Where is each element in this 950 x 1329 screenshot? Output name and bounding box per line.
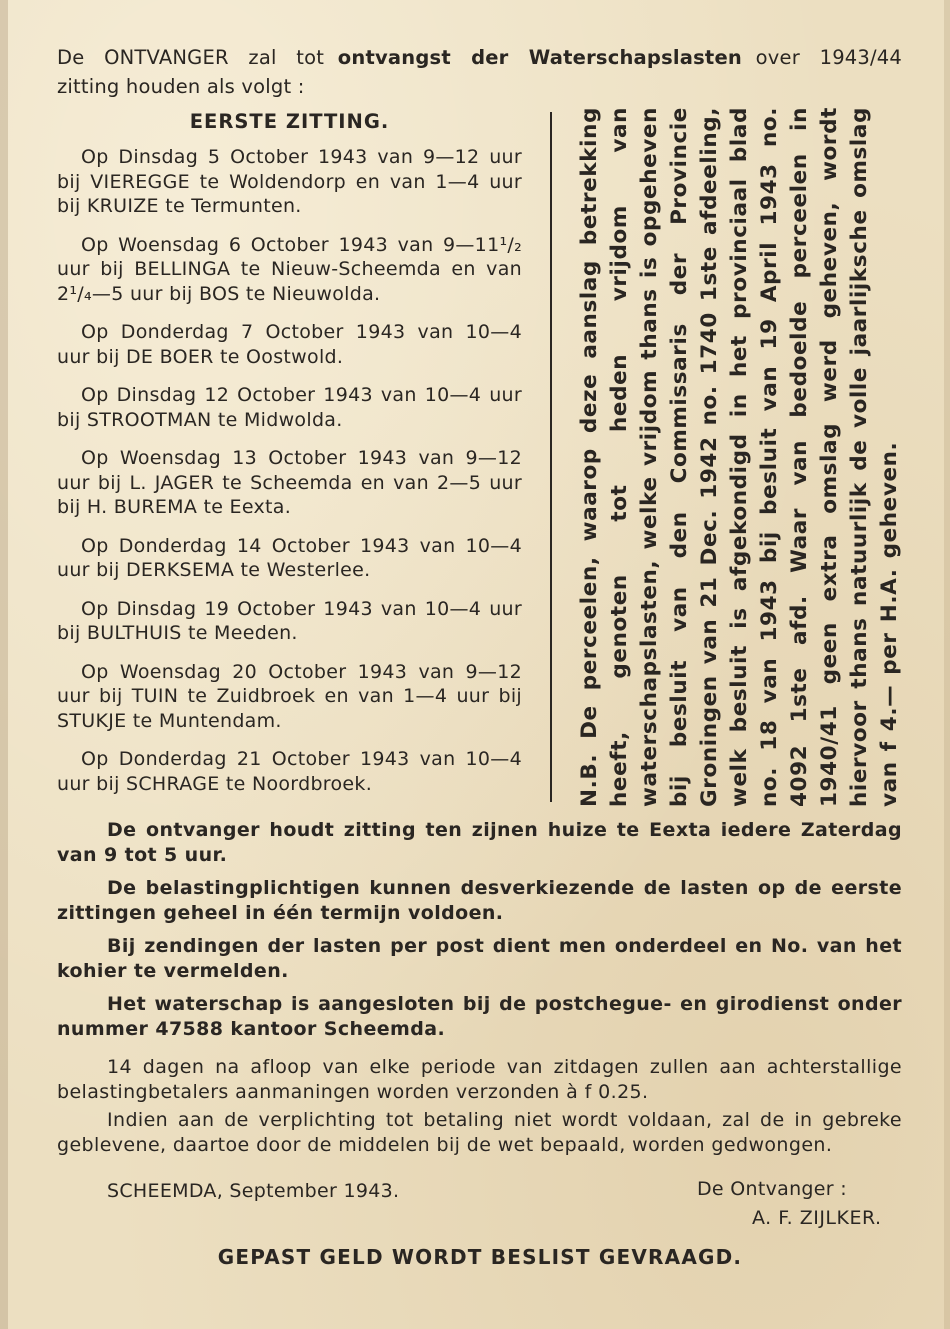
bottom-notice-1 — [57, 818, 902, 868]
first-session-title: EERSTE ZITTING. — [189, 110, 390, 133]
notice-paragraph: Indien aan de verplichting tot betaling niet wordt voldaan, zal de in gebreke geblevene, daartoe door de middelen bij de wet bepaald, worden gedwongen. — [57, 1109, 902, 1156]
notice-paragraph: Het waterschap is aangesloten bij de postchegue- en girodienst onder nummer 47588 kantoor Scheemda. — [57, 993, 902, 1040]
paper-edge-right — [944, 0, 950, 1329]
nb-note: N.B. De perceelen, waarop deze aanslag betrekking heeft, genoten tot heden vrijdom van waterschapslasten, welke vrijdom thans is opgeheven bij besluit van den Commissaris der Provincie Groningen van 21 Dec. 1942 no. 1740 1ste afdeeling, welk besluit is afgekondigd in het provinciaal blad no. 18 van 1943 bij besluit van 19 April 1943 no. 4092 1ste afd. Waar van bedoelde perceelen in 1940/41 geen extra omslag werd geheven, wordt hiervoor thans natuurlijk de volle jaarlijksche omslag van f 4.— per H.A. geheven. — [577, 107, 902, 807]
session-entry: Op Donderdag 14 October 1943 van 10—4 uur bij DERKSEMA te Westerlee. — [57, 534, 522, 581]
session-entry: Op Donderdag 21 October 1943 van 10—4 uur bij SCHRAGE te Noordbroek. — [57, 748, 522, 795]
intro-line-2: zitting houden als volgt : — [57, 75, 305, 98]
intro-part-b: ontvangst der Waterschapslasten — [337, 46, 742, 69]
session-entry: Op Woensdag 20 October 1943 van 9—12 uur bij TUIN te Zuidbroek en van 1—4 uur bij STUKJE te Muntendam. — [57, 660, 522, 732]
footer-notice: GEPAST GELD WORDT BESLIST GEVRAAGD. — [217, 1245, 743, 1269]
session-entry: Op Woensdag 13 October 1943 van 9—12 uur bij L. JAGER te Scheemda en van 2—5 uur bij H. BUREMA te Eexta. — [57, 447, 522, 518]
notice-paragraph: De belastingplichtigen kunnen desverkiezende de lasten op de eerste zittingen geheel in één termijn voldoen. — [57, 877, 902, 924]
notice-paragraph: 14 dagen na afloop van elke periode van zitdagen zullen aan achterstallige belastingbetalers aanmaningen worden verzonden à f 0.25. — [57, 1056, 902, 1103]
session-entry: Op Dinsdag 12 October 1943 van 10—4 uur bij STROOTMAN te Midwolda. — [57, 384, 522, 431]
session-entry: Op Dinsdag 5 October 1943 van 9—12 uur bij VIEREGGE te Woldendorp en van 1—4 uur bij KRUIZE te Termunten. — [57, 146, 522, 217]
session-entry: Op Woensdag 6 October 1943 van 9—11¹/₂ uur bij BELLINGA te Nieuw-Scheemda en van 2¹/₄—5 uur bij BOS te Nieuwolda. — [57, 233, 522, 305]
intro-part-a: De ONTVANGER zal tot — [57, 46, 325, 69]
bottom-notice-4 — [57, 992, 902, 1042]
signer-name: A. F. ZIJLKER. — [752, 1207, 882, 1229]
signer-role: De Ontvanger : — [697, 1178, 847, 1200]
bottom-notice-2 — [57, 876, 902, 926]
paper-edge-left — [0, 0, 8, 1329]
session-schedule — [57, 110, 522, 810]
intro-line-1 — [57, 43, 902, 72]
notice-paragraph: Bij zendingen der lasten per post dient men onderdeel en No. van het kohier te vermelden. — [57, 935, 902, 982]
session-entry: Op Dinsdag 19 October 1943 van 10—4 uur bij BULTHUIS te Meeden. — [57, 597, 522, 644]
place-date: SCHEEMDA, September 1943. — [107, 1180, 400, 1202]
intro-text — [57, 43, 902, 101]
session-entry: Op Donderdag 7 October 1943 van 10—4 uur bij DE BOER te Oostwold. — [57, 321, 522, 368]
column-divider — [550, 112, 552, 802]
bottom-notice-6 — [57, 1108, 902, 1158]
intro-part-c: over 1943/44 — [755, 46, 903, 69]
bottom-notice-5 — [57, 1055, 902, 1105]
bottom-notice-3 — [57, 934, 902, 984]
nb-note-block — [575, 107, 900, 807]
notice-paragraph: De ontvanger houdt zitting ten zijnen huize te Eexta iedere Zaterdag van 9 tot 5 uur. — [57, 819, 902, 866]
